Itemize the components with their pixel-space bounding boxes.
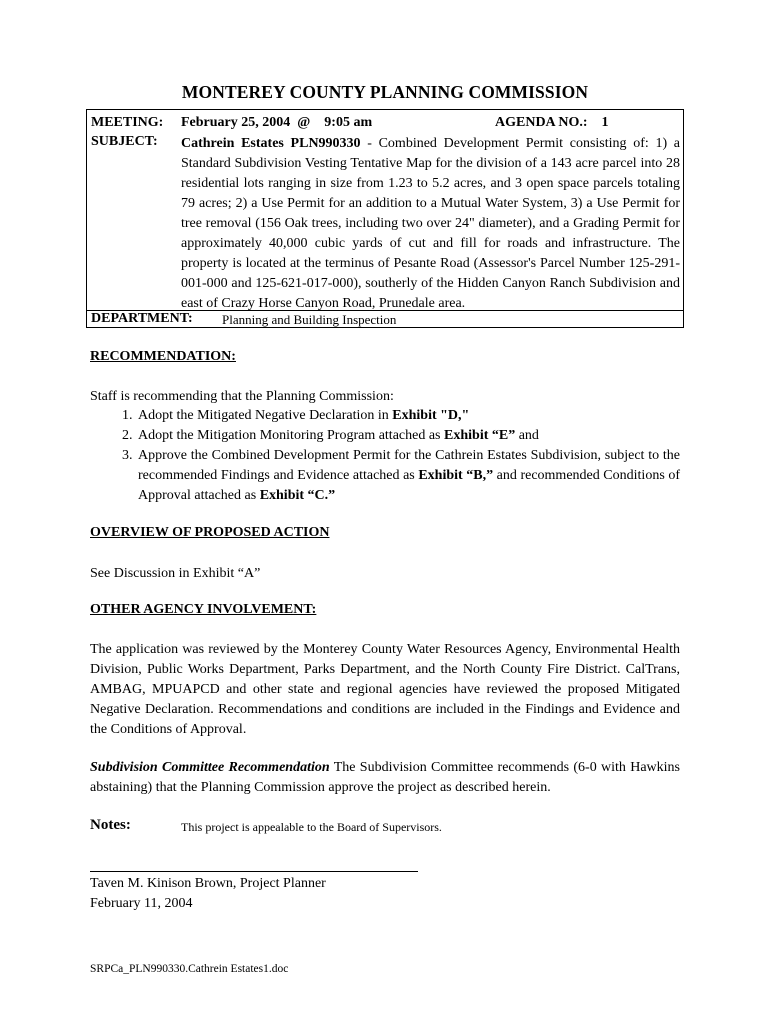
planner-name: Taven M. Kinison Brown, Project Planner	[90, 876, 326, 891]
list-item: 3. Approve the Combined Development Permit for the Cathrein Estates Subdivision, subject to the recommended Findings and Evidence attached as Exhibit “B,” and recommended Conditions of Approval attached as Exhibit “C.”	[136, 446, 680, 506]
subject-label: SUBJECT:	[91, 134, 158, 149]
other-agency-text: The application was reviewed by the Monterey County Water Resources Agency, Environmental Health Division, Public Works Department, Parks Department, and the North County Fire District. CalTrans, AMBAG, MPUAPCD and other state and regional agencies have reviewed the proposed Mitigated Negative Declaration. Recommendations and conditions are included in the Findings and Evidence and the Conditions of Approval.	[90, 642, 680, 737]
recommendation-intro: Staff is recommending that the Planning Commission:	[90, 389, 394, 404]
subdivision-committee-lead: Subdivision Committee Recommendation	[90, 760, 330, 775]
signature-date: February 11, 2004	[90, 896, 193, 911]
subject-lead: Cathrein Estates PLN990330	[181, 136, 361, 151]
notes-label: Notes:	[90, 817, 131, 833]
department-value: Planning and Building Inspection	[222, 312, 397, 327]
meeting-date: February 25, 2004 @ 9:05 am	[181, 115, 373, 130]
subdivision-committee-text: Subdivision Committee Recommendation The Subdivision Committee recommends (6-0 with Hawkins abstaining) that the Planning Commission approve the project as described herein.	[90, 760, 681, 795]
recommendation-list	[90, 406, 680, 506]
other-agency-heading: OTHER AGENCY INVOLVEMENT:	[90, 602, 317, 617]
overview-text: See Discussion in Exhibit “A”	[90, 566, 261, 581]
footer-filename: SRPCa_PLN990330.Cathrein Estates1.doc	[90, 963, 289, 975]
header-box	[86, 109, 684, 328]
meeting-label: MEETING:	[91, 115, 164, 130]
list-item: 1. Adopt the Mitigated Negative Declaration in Exhibit "D,"	[136, 406, 680, 426]
department-label: DEPARTMENT:	[91, 311, 193, 326]
overview-heading: OVERVIEW OF PROPOSED ACTION	[90, 525, 330, 540]
agenda-number: AGENDA NO.: 1	[495, 115, 609, 130]
notes-value: This project is appealable to the Board of Supervisors.	[181, 820, 442, 834]
subject-body: - Combined Development Permit consisting of: 1) a Standard Subdivision Vesting Tentative Map for the division of a 143 acre parcel into 28 residential lots ranging in size from 1.23 to 5.2 acres, and 3 open space parcels totaling 79 acres; 2) a Use Permit for an addition to a Mutual Water System, 3) a Use Permit for tree removal (156 Oak trees, including two over 24" diameter), and a Grading Permit for approximately 40,000 cubic yards of cut and fill for roads and infrastructure. The property is located at the terminus of Pesante Road (Assessor's Parcel Number 125-291-001-000 and 125-621-017-000), southerly of the Hidden Canyon Ranch Subdivision and east of Crazy Horse Canyon Road, Prunedale area.	[181, 136, 681, 311]
subject-text	[181, 134, 680, 314]
list-item: 2. Adopt the Mitigation Monitoring Program attached as Exhibit “E” and	[136, 426, 680, 446]
signature-line	[90, 871, 418, 872]
document-title: MONTEREY COUNTY PLANNING COMMISSION	[181, 82, 589, 102]
recommendation-heading: RECOMMENDATION:	[90, 349, 236, 364]
